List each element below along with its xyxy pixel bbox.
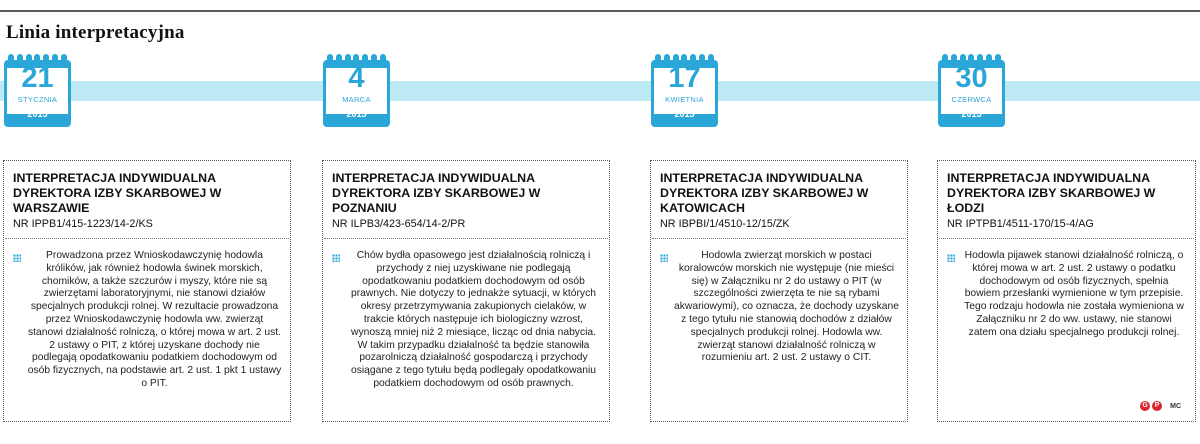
interpretation-card bbox=[322, 160, 610, 422]
logo-mark: P bbox=[1152, 401, 1162, 411]
calendar-month: CZERWCA bbox=[951, 95, 992, 104]
card-divider bbox=[324, 238, 608, 239]
card-title: INTERPRETACJA INDYWIDUALNA DYREKTORA IZBY SKARBOWEJ W POZNANIU bbox=[332, 171, 541, 215]
card-number: NR ILPB3/423-654/14-2/PR bbox=[332, 218, 466, 230]
calendar-month: KWIETNIA bbox=[665, 95, 704, 104]
calendar-icon bbox=[4, 54, 71, 127]
calendar-day: 21 bbox=[21, 62, 54, 94]
dots-bullet-icon bbox=[947, 254, 955, 262]
card-number: NR IBPBI/1/4510-12/15/ZK bbox=[660, 218, 790, 230]
calendar-year: 2015 bbox=[674, 109, 695, 119]
card-number: NR IPPB1/415-1223/14-2/KS bbox=[13, 218, 153, 230]
dots-bullet-icon bbox=[332, 254, 340, 262]
card-text: Chów bydła opasowego jest działalnością rolniczą i przychody z niej uzyskiwane nie podlegają opodatkowaniu podatkiem dochodowym od osób prawnych. Nie dotyczy to jednakże sytuacji, w których okresy przetrzymywania zakupionych cielaków, w trakcie których następuje ich biologiczny wzrost, wynoszą mniej niż 2 miesiące, licząc od dnia nabycia. W takim przypadku działalność ta będzie stanowiła pozarolniczą działalność gospodarczą i przychody osiągane z tego tytułu będą podlegały opodatkowaniu podatkiem dochodowym od osób prawnych. bbox=[350, 250, 597, 389]
card-title: INTERPRETACJA INDYWIDUALNA DYREKTORA IZBY SKARBOWEJ W ŁODZI bbox=[947, 171, 1156, 215]
card-title: INTERPRETACJA INDYWIDUALNA DYREKTORA IZBY SKARBOWEJ W KATOWICACH bbox=[660, 171, 869, 215]
card-divider bbox=[652, 238, 906, 239]
infographic-title: Linia interpretacyjna bbox=[6, 22, 185, 43]
timeline-bar bbox=[0, 81, 1200, 101]
dots-bullet-icon bbox=[660, 254, 668, 262]
top-rule bbox=[0, 10, 1200, 12]
interpretation-card bbox=[937, 160, 1196, 422]
calendar-year: 2015 bbox=[961, 109, 982, 119]
card-text: Prowadzona przez Wnioskodawczynię hodowla królików, jak również hodowla świnek morskich, chomików, a także szczurów i myszy, które nie są zwierzętami laboratoryjnymi, nie stanowi działów specjalnych produkcji rolnej. W rezultacie prowadzona przez Wnioskodawczynię hodowla ww. zwierząt stanowi działalność rolniczą, o której mowa w art. 2 ust. 2 ustawy o PIT, z której uzyskane dochody nie podlegają opodatkowaniu podatkiem dochodowym od osób fizycznych, na podstawie art. 2 ust. 1 pkt 1 ustawy o PIT. bbox=[27, 250, 282, 389]
calendar-icon bbox=[323, 54, 390, 127]
card-text: Hodowla zwierząt morskich w postaci koralowców morskich nie występuje (nie mieści się) w Załączniku nr 2 do ustawy o PIT (w szczególności zwierzęta te nie są rybami akwariowymi), co oznacza, że dochody uzyskane z tego tytułu nie stanowią dochodów z działów specjalnych produkcji rolnej. Hodowla ww. zwierząt stanowi działalność rolniczą w rozumieniu art. 2 ust. 2 ustawy o CIT. bbox=[674, 250, 899, 364]
card-divider bbox=[5, 238, 289, 239]
calendar-icon bbox=[938, 54, 1005, 127]
author-initials: MC bbox=[1170, 402, 1181, 410]
calendar-day: 4 bbox=[348, 62, 365, 94]
calendar-day: 30 bbox=[955, 62, 988, 94]
dots-bullet-icon bbox=[13, 254, 21, 262]
interpretation-card bbox=[650, 160, 908, 422]
calendar-year: 2015 bbox=[27, 109, 48, 119]
card-number: NR IPTPB1/4511-170/15-4/AG bbox=[947, 218, 1094, 230]
calendar-month: MARCA bbox=[342, 95, 371, 104]
card-text: Hodowla pijawek stanowi działalność rolniczą, o której mowa w art. 2 ust. 2 ustawy o podatku dochodowym od osób fizycznych, spełnia bowiem przesłanki wymienione w tym przepisie. Tego rodzaju hodowla nie została wymieniona w Załączniku nr 2 do ww. ustawy, nie stanowi zatem ona działu specjalnego produkcji rolnej. bbox=[964, 250, 1184, 338]
publisher-logo bbox=[1140, 401, 1181, 411]
card-divider bbox=[939, 238, 1194, 239]
calendar-icon bbox=[651, 54, 718, 127]
logo-mark: G bbox=[1140, 401, 1150, 411]
calendar-day: 17 bbox=[668, 62, 701, 94]
interpretation-card bbox=[3, 160, 291, 422]
calendar-month: STYCZNIA bbox=[17, 95, 58, 104]
calendar-year: 2015 bbox=[346, 109, 367, 119]
card-title: INTERPRETACJA INDYWIDUALNA DYREKTORA IZBY SKARBOWEJ W WARSZAWIE bbox=[13, 171, 222, 215]
